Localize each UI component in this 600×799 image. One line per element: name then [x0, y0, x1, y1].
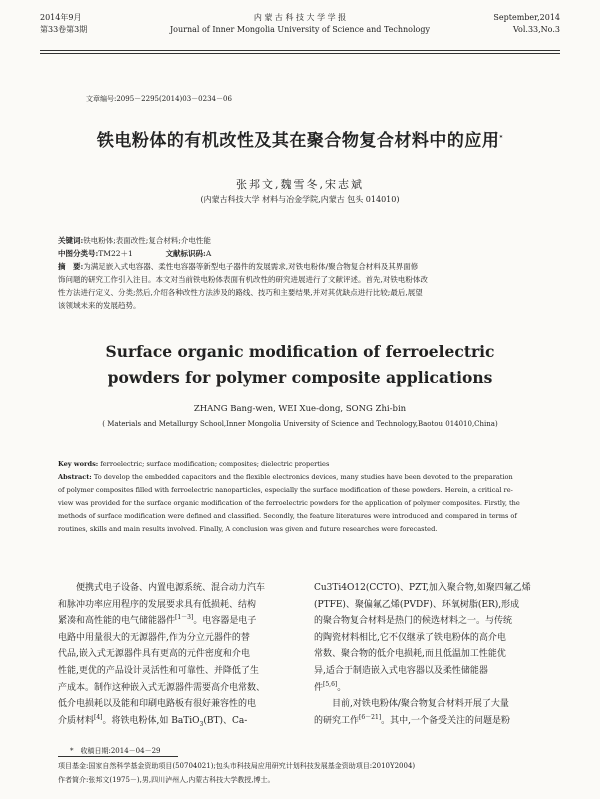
- page-title-en-line1: Surface organic modification of ferroelectric: [105, 342, 495, 361]
- body-line: 低介电损耗以及能和印刷电路板有很好兼容性的电: [58, 699, 257, 710]
- citation: [5,6]: [323, 680, 338, 688]
- clc-label: 中图分类号:: [58, 249, 99, 258]
- title-footnote-mark: *: [499, 134, 504, 142]
- header-date: 2014年9月: [40, 13, 82, 22]
- keywords-cn-label: 关键词:: [58, 236, 84, 245]
- body-line: 常数、聚合物的低介电损耗,而且低温加工性能优: [314, 649, 506, 660]
- citation: [6－21]: [359, 713, 382, 721]
- footnotes: [58, 744, 548, 788]
- header-right: [493, 12, 560, 36]
- body-line: 产成本。制作这种嵌入式无源器件需要高介电常数、: [58, 682, 266, 693]
- abstract-en-line: To develop the embedded capacitors and the flexible electronics devices, many studies have been devoted to the preparation: [93, 473, 513, 481]
- doc-code-label: 文献标识码:: [165, 249, 206, 258]
- keywords-en-label: Key words:: [58, 460, 99, 468]
- authors-cn: 张邦文,魏雪冬,宋志斌: [236, 178, 364, 191]
- abstract-en-line: routines, skills and main results involved. Finally, A conclusion was given and future researches were forecasted.: [58, 525, 438, 533]
- body-line: 异,适合于制造嵌入式电容器以及柔性储能器: [314, 665, 488, 676]
- body-line: 性能,更优的产品设计灵活性和可靠性、并降低了生: [58, 665, 259, 676]
- keywords-cn-text: 铁电粉体;表面改性;复合材料;介电性能: [83, 236, 211, 245]
- keywords-cn: [58, 234, 544, 247]
- body-line: (PTFE)、聚偏氟乙烯(PVDF)、环氧树脂(ER),形成: [314, 599, 520, 610]
- abstract-cn-line: 饰问题的研究工作引入注目。本文对当前铁电粉体表面有机改性的研究进展进行了文献评述。首先,对铁电粉体改: [58, 275, 428, 284]
- body-line: Cu3Ti4O12(CCTO)、PZT,加入聚合物,如聚四氟乙烯: [314, 583, 531, 593]
- abstract-en: [58, 471, 544, 536]
- body-line: 电路中用量很大的无源器件,作为分立元器件的替: [58, 632, 250, 643]
- journal-name-cn: 内 蒙 古 科 技 大 学 学 报: [253, 13, 347, 22]
- body-line: 介质材料[4]。将铁电粉体,如 BaTiO$_3$(BT)、Ca-: [58, 713, 248, 728]
- keywords-en-text: ferroelectric; surface modification; composites; dielectric properties: [100, 460, 330, 468]
- header-volume-en: Vol.33,No.3: [513, 25, 560, 34]
- footnote-received-date: * 收稿日期:2014－04－29: [70, 747, 161, 755]
- abstract-en-line: methods of surface modification were defined and classified. Secondly, the feature literatures were introduced and compared in terms of: [58, 512, 517, 520]
- citation: [4]: [94, 713, 103, 721]
- header-volume-cn: 第33卷第3期: [40, 25, 88, 34]
- abstract-cn-line: 性方法进行定义、分类;然后,介绍各种改性方法涉及的路线、技巧和主要结果,并对其优缺点进行比较;最后,展望: [58, 288, 423, 297]
- abstract-en-line: of polymer composites filled with ferroelectric nanoparticles, especially the surface modification of these powders. Herein, a critical re-: [58, 486, 513, 494]
- abstract-en-label: Abstract:: [58, 473, 92, 481]
- footnote-funding: 项目基金:国家自然科学基金资助项目(50704021);包头市科技局应用研究计划科技发展基金资助项目:2010Y2004): [58, 761, 416, 770]
- affiliation-cn: (内蒙古科技大学 材料与冶金学院,内蒙古 包头 014010): [200, 195, 400, 204]
- page-title-cn: [0, 126, 600, 151]
- chinese-front-matter: [58, 234, 544, 312]
- body-line: 的陶瓷材料相比,它不仅继承了铁电粉体的高介电: [314, 632, 506, 643]
- abstract-cn: [58, 260, 544, 312]
- journal-name-en: Journal of Inner Mongolia University of Science and Technology: [169, 25, 431, 34]
- clc-value: TM22＋1: [98, 249, 133, 258]
- header-date-en: September,2014: [493, 13, 560, 22]
- body-line: 和脉冲功率应用程序的发展要求具有低损耗、结构: [58, 599, 257, 610]
- citation: [1－3]: [175, 614, 194, 622]
- body-line: 便携式电子设备、内置电源系统、混合动力汽车: [76, 583, 266, 593]
- body-line: 代品,嵌入式无源器件具有更高的元件密度和介电: [58, 649, 250, 660]
- footnote-author-bio: 作者简介:张邦文(1975－),男,四川泸州人,内蒙古科技大学教授,博士。: [58, 776, 275, 784]
- body-line: 的研究工作[6－21]。其中,一个备受关注的问题是粉: [314, 713, 511, 726]
- english-front-matter: [58, 458, 544, 536]
- keywords-en: [58, 458, 544, 471]
- body-column-right: [314, 580, 544, 729]
- body-column-left: [58, 580, 288, 733]
- page-title-en-line2: powders for polymer composite applications: [107, 368, 493, 387]
- body-line: 目前,对铁电粉体/聚合物复合材料开展了大量: [314, 699, 509, 710]
- article-number: 文章编号:2095－2295(2014)03－0234－06: [86, 95, 232, 103]
- header-rule-top: [40, 50, 560, 51]
- body-line: 的聚合物复合材料是热门的候选材料之一。与传统: [314, 616, 513, 627]
- header-rule-bottom: [40, 53, 560, 54]
- affiliation-en: ( Materials and Metallurgy School,Inner Mongolia University of Science and Technology,Baotou 014010,China): [102, 420, 498, 428]
- abstract-en-line: view was provided for the surface organic modification of the ferroelectric powders for the application of polymer composites. Firstly, the: [58, 499, 520, 507]
- abstract-cn-label: 摘 要:: [58, 262, 84, 271]
- body-line: 件[5,6]。: [314, 680, 347, 693]
- title-text: 铁电粉体的有机改性及其在聚合物复合材料中的应用: [96, 131, 500, 151]
- running-header: [40, 12, 560, 46]
- doc-code-value: A: [205, 249, 212, 258]
- abstract-cn-line: 为满足嵌入式电容器、柔性电容器等新型电子器件的发展需求,对铁电粉体/聚合物复合材料及其界面修: [83, 262, 419, 271]
- header-center: [40, 12, 560, 36]
- abstract-cn-line: 该领域未来的发展趋势。: [58, 301, 141, 310]
- body-line: 紧凑和高性能的电气储能器件[1－3]。电容器是电子: [58, 614, 257, 627]
- authors-en: ZHANG Bang-wen, WEI Xue-dong, SONG Zhi-bin: [193, 404, 407, 414]
- classification-line: [58, 247, 544, 260]
